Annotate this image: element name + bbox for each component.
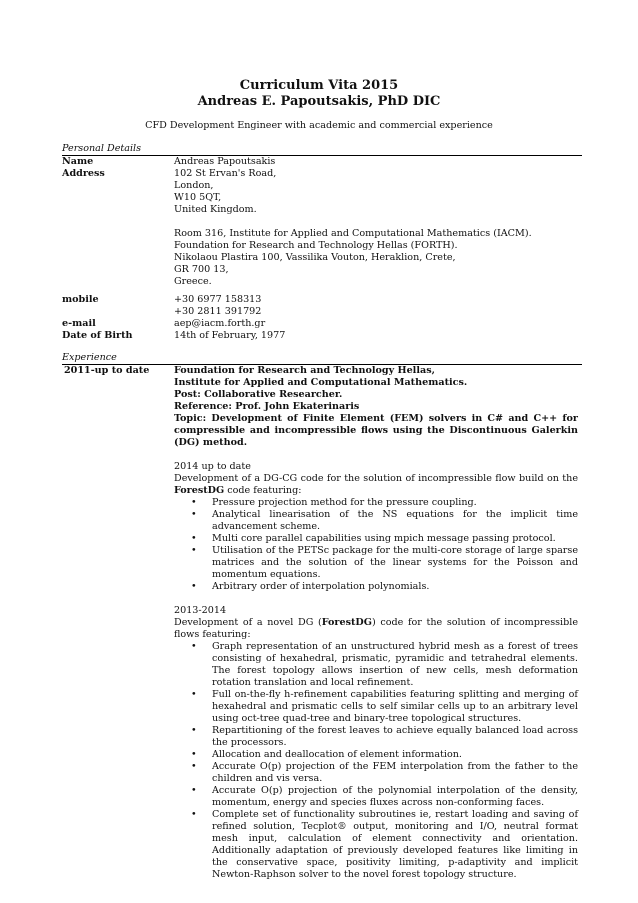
email-value: aep@iacm.forth.gr	[174, 318, 266, 329]
list-item: • Analytical linearisation of the NS equations for the implicit time advancement scheme.	[191, 509, 578, 532]
address-line: London,	[174, 180, 214, 191]
work-address-line: Nikolaou Plastira 100, Vassilika Vouton, Heraklion, Crete,	[174, 252, 456, 263]
cv-title	[0, 78, 638, 110]
work-address-line: Foundation for Research and Technology Hellas (FORTH).	[174, 240, 458, 251]
block2-intro: Development of a novel DG (ForestDG) code for the solution of incompressible flows featuring:	[174, 617, 578, 640]
title-line-1: Curriculum Vita 2015	[239, 78, 399, 93]
list-item: • Accurate O(p) projection of the polynomial interpolation of the density, momentum, energy and species fluxes across non-conforming faces.	[191, 785, 578, 808]
name-value: Andreas Papoutsakis	[174, 156, 276, 167]
list-item: • Complete set of functionality subroutines ie, restart loading and saving of refined solution, Tecplot® output, monitoring and I/O, neutral format mesh input, calculation of element connectivity and orientation. Additionally adaptation of previously developed features like limiting in the conservative space, positivity limiting, p-adaptivity and implicit Newton-Raphson solver to the novel forest topology structure.	[191, 809, 578, 880]
list-item: • Repartitioning of the forest leaves to achieve equally balanced load across the processors.	[191, 725, 578, 748]
list-item: • Multi core parallel capabilities using mpich message passing protocol.	[191, 533, 556, 544]
org-line: Foundation for Research and Technology Hellas,	[174, 365, 435, 376]
name-label: Name	[62, 156, 94, 167]
dob-label: Date of Birth	[62, 330, 133, 341]
title-line-2: Andreas E. Papoutsakis, PhD DIC	[197, 94, 441, 109]
work-address-line: Room 316, Institute for Applied and Computational Mathematics (IACM).	[174, 228, 532, 239]
list-item: • Graph representation of an unstructured hybrid mesh as a forest of trees consisting of hexahedral, prismatic, pyramidic and tetrahedral elements. The forest topology allows insertion of new cells, mesh deformation rotation translation and local refinement.	[191, 641, 578, 688]
list-item: • Full on-the-fly h-refinement capabilities featuring splitting and merging of hexahedral and prismatic cells to self similar cells up to an arbitrary level using oct-tree quad-tree and binary-tree topological structures.	[191, 689, 578, 724]
mobile-value	[174, 294, 578, 318]
list-item: • Arbitrary order of interpolation polynomials.	[191, 581, 430, 592]
phone-number: +30 2811 391792	[174, 306, 262, 317]
email-label: e-mail	[62, 318, 96, 329]
address-label: Address	[62, 168, 105, 179]
cv-subtitle: CFD Development Engineer with academic and commercial experience	[145, 120, 493, 131]
org-line: Reference: Prof. John Ekaterinaris	[174, 401, 360, 412]
address-value	[174, 168, 578, 288]
list-item: • Pressure projection method for the pressure coupling.	[191, 497, 477, 508]
work-address-line: Greece.	[174, 276, 212, 287]
block1-intro: Development of a DG-CG code for the solution of incompressible flow build on the ForestDG code featuring:	[174, 473, 578, 496]
list-item: • Allocation and deallocation of element information.	[191, 749, 462, 760]
dob-value: 14th of February, 1977	[174, 330, 286, 341]
section-personal-details: Personal Details	[62, 143, 582, 156]
address-line: W10 5QT,	[174, 192, 222, 203]
mobile-label: mobile	[62, 294, 99, 305]
list-item: • Utilisation of the PETSc package for the multi-core storage of large sparse matrices and the solution of the linear systems for the Poisson and momentum equations.	[191, 545, 578, 580]
block2-bullets	[174, 641, 578, 881]
work-address-line: GR 700 13,	[174, 264, 229, 275]
block2-period: 2013-2014	[174, 605, 227, 616]
phone-number: +30 6977 158313	[174, 294, 262, 305]
block1-bullets	[174, 497, 578, 593]
org-line: Post: Collaborative Researcher.	[174, 389, 343, 400]
list-item: • Accurate O(p) projection of the FEM interpolation from the father to the children and vis versa.	[191, 761, 578, 784]
org-line: Institute for Applied and Computational Mathematics.	[174, 377, 468, 388]
section-experience: Experience	[62, 352, 582, 365]
experience-details	[174, 365, 578, 881]
block1-period: 2014 up to date	[174, 461, 251, 472]
experience-period: 2011-up to date	[64, 365, 150, 376]
topic: Topic: Development of Finite Element (FEM) solvers in C# and C++ for compressible and incompressible flows using the Discontinuous Galerkin (DG) method.	[174, 413, 578, 448]
address-line: 102 St Ervan's Road,	[174, 168, 277, 179]
address-line: United Kingdom.	[174, 204, 257, 215]
